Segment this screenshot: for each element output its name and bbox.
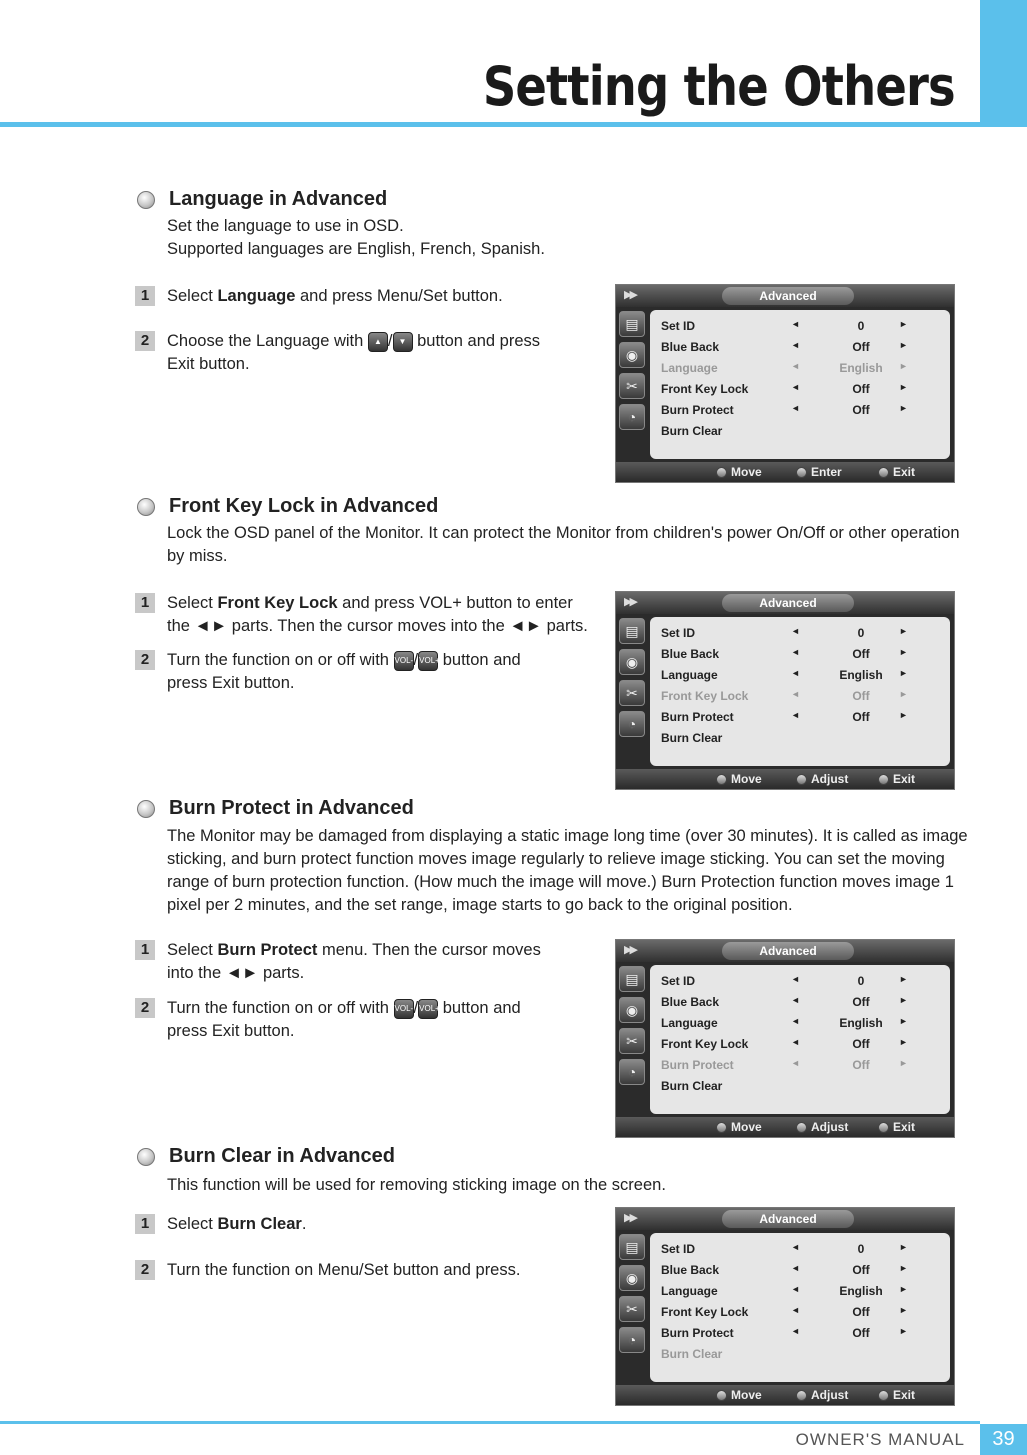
osd-footer-item: Adjust bbox=[796, 772, 848, 786]
osd-row-value: Off bbox=[852, 382, 870, 396]
right-arrow-icon: ► bbox=[899, 1305, 908, 1315]
double-arrow-icon: ▶▶ bbox=[624, 596, 635, 608]
left-arrow-icon: ◄ bbox=[791, 1016, 800, 1026]
osd-row-label: Burn Clear bbox=[661, 1079, 723, 1093]
osd-row-value: Off bbox=[852, 1058, 870, 1072]
osd-row-value: Off bbox=[852, 1263, 870, 1277]
enter-icon bbox=[796, 774, 807, 785]
footer-label: OWNER'S MANUAL bbox=[795, 1430, 965, 1449]
osd-footer-item: Exit bbox=[878, 772, 915, 786]
step-1 bbox=[135, 940, 541, 985]
osd-title: Advanced bbox=[722, 942, 854, 960]
advanced-tab-icon: ◔ bbox=[619, 711, 645, 737]
left-arrow-icon: ◄ bbox=[791, 710, 800, 720]
page-number: 39 bbox=[980, 1424, 1027, 1455]
osd-footer-item: Exit bbox=[878, 465, 915, 479]
osd-row-label: Burn Clear bbox=[661, 424, 723, 438]
vol-minus-button-icon: VOL- bbox=[394, 651, 414, 671]
step-1 bbox=[135, 1214, 306, 1236]
bullet-icon bbox=[137, 498, 155, 516]
osd-row-value: Off bbox=[852, 710, 870, 724]
section-description: The Monitor may be damaged from displaying a static image long time (over 30 minutes). It is called as image sticking, and burn protect function moves image regularly to relieve image sticking. You can set the moving range of burn protection function. (How much the image will move.) Burn Protection function moves image 1 pixel per 2 minutes, and the set range, image starts to go back to the original position. bbox=[167, 827, 968, 914]
section-description: Set the language to use in OSD. Supported languages are English, French, Spanish. bbox=[167, 217, 545, 258]
osd-row bbox=[661, 665, 943, 685]
osd-row-value: Off bbox=[852, 403, 870, 417]
osd-row-label: Set ID bbox=[661, 1242, 696, 1256]
bullet-icon bbox=[137, 800, 155, 818]
step-text: Select Language and press Menu/Set button. bbox=[167, 287, 503, 305]
section-burn-protect-heading bbox=[137, 797, 414, 820]
osd-footer-item: Enter bbox=[796, 465, 842, 479]
right-arrow-icon: ► bbox=[899, 710, 908, 720]
osd-footer-item: Move bbox=[716, 1388, 762, 1402]
osd-row-value: Off bbox=[852, 689, 870, 703]
osd-footer-item: Exit bbox=[878, 1388, 915, 1402]
move-icon bbox=[716, 467, 727, 478]
double-arrow-icon: ▶▶ bbox=[624, 944, 635, 956]
left-arrow-icon: ◄ bbox=[791, 382, 800, 392]
move-icon bbox=[716, 1390, 727, 1401]
osd-row bbox=[661, 1323, 943, 1343]
right-arrow-icon: ► bbox=[899, 626, 908, 636]
osd-row bbox=[661, 1281, 943, 1301]
osd-row bbox=[661, 1076, 943, 1096]
setup-tab-icon: ✂ bbox=[619, 1296, 645, 1322]
osd-row-label: Blue Back bbox=[661, 647, 720, 661]
osd-row bbox=[661, 728, 943, 748]
left-arrow-icon: ◄ bbox=[791, 319, 800, 329]
exit-icon bbox=[878, 774, 889, 785]
sound-tab-icon: ◉ bbox=[619, 342, 645, 368]
osd-row-label: Set ID bbox=[661, 974, 696, 988]
left-arrow-icon: ◄ bbox=[791, 1242, 800, 1252]
osd-row bbox=[661, 358, 943, 378]
osd-row-label: Set ID bbox=[661, 319, 696, 333]
step-number: 2 bbox=[135, 650, 155, 670]
left-arrow-icon: ◄ bbox=[791, 668, 800, 678]
osd-footer-item: Move bbox=[716, 772, 762, 786]
osd-row bbox=[661, 1302, 943, 1322]
right-arrow-icon: ► bbox=[899, 1326, 908, 1336]
osd-row-label: Blue Back bbox=[661, 1263, 720, 1277]
osd-row-value: 0 bbox=[857, 626, 865, 640]
section-title: Front Key Lock in Advanced bbox=[169, 495, 439, 517]
step-text: Select Front Key Lock and press VOL+ button to enter the ◄► parts. Then the cursor moves into the ◄► parts. bbox=[167, 594, 588, 635]
osd-row-value: Off bbox=[852, 647, 870, 661]
osd-row-label: Language bbox=[661, 1284, 718, 1298]
step-number: 1 bbox=[135, 286, 155, 306]
sound-tab-icon: ◉ bbox=[619, 1265, 645, 1291]
section-title: Burn Clear in Advanced bbox=[169, 1145, 395, 1167]
enter-icon bbox=[796, 1122, 807, 1133]
osd-row bbox=[661, 971, 943, 991]
section-description: This function will be used for removing sticking image on the screen. bbox=[167, 1176, 666, 1194]
osd-row-label: Front Key Lock bbox=[661, 1037, 749, 1051]
step-number: 2 bbox=[135, 998, 155, 1018]
left-arrow-icon: ◄ bbox=[791, 647, 800, 657]
setup-tab-icon: ✂ bbox=[619, 680, 645, 706]
step-2 bbox=[135, 1260, 520, 1282]
exit-icon bbox=[878, 1390, 889, 1401]
section-burn-clear-heading bbox=[137, 1145, 395, 1168]
step-number: 1 bbox=[135, 1214, 155, 1234]
osd-row bbox=[661, 421, 943, 441]
double-arrow-icon: ▶▶ bbox=[624, 1212, 635, 1224]
osd-footer-item: Exit bbox=[878, 1120, 915, 1134]
osd-row-value: English bbox=[839, 1284, 883, 1298]
right-arrow-icon: ► bbox=[899, 340, 908, 350]
footer-rule bbox=[0, 1421, 980, 1424]
right-arrow-icon: ► bbox=[899, 647, 908, 657]
step-1 bbox=[135, 593, 588, 638]
step-2 bbox=[135, 998, 521, 1043]
sound-tab-icon: ◉ bbox=[619, 997, 645, 1023]
osd-footer-item: Adjust bbox=[796, 1388, 848, 1402]
enter-icon bbox=[796, 467, 807, 478]
osd-row-value: English bbox=[839, 361, 883, 375]
osd-row bbox=[661, 1260, 943, 1280]
osd-row-label: Language bbox=[661, 361, 718, 375]
step-text: Turn the function on or off with VOL-/VOL+ button and press Exit button. bbox=[167, 651, 521, 692]
right-arrow-icon: ► bbox=[899, 995, 908, 1005]
osd-row-value: 0 bbox=[857, 319, 865, 333]
osd-footer bbox=[616, 769, 954, 789]
left-arrow-icon: ◄ bbox=[791, 1037, 800, 1047]
exit-icon bbox=[878, 467, 889, 478]
left-arrow-icon: ◄ bbox=[791, 689, 800, 699]
step-text: Turn the function on or off with VOL-/VOL+ button and press Exit button. bbox=[167, 999, 521, 1040]
left-arrow-icon: ◄ bbox=[791, 1284, 800, 1294]
osd-row-label: Blue Back bbox=[661, 995, 720, 1009]
osd-row bbox=[661, 1055, 943, 1075]
move-icon bbox=[716, 774, 727, 785]
enter-icon bbox=[796, 1390, 807, 1401]
osd-panel bbox=[650, 617, 950, 766]
step-2 bbox=[135, 650, 521, 695]
step-text: Select Burn Protect menu. Then the cursor moves into the ◄► parts. bbox=[167, 941, 541, 982]
osd-title-bar bbox=[616, 592, 954, 614]
osd-row bbox=[661, 316, 943, 336]
left-arrow-icon: ◄ bbox=[791, 1058, 800, 1068]
right-arrow-icon: ► bbox=[899, 1242, 908, 1252]
left-arrow-icon: ◄ bbox=[791, 403, 800, 413]
section-title: Burn Protect in Advanced bbox=[169, 797, 414, 819]
page-title: Setting the Others bbox=[483, 55, 955, 118]
osd-menu-advanced bbox=[615, 939, 955, 1138]
section-description: Lock the OSD panel of the Monitor. It can protect the Monitor from children's power On/Off or other operation by miss. bbox=[167, 524, 960, 565]
osd-row-label: Front Key Lock bbox=[661, 382, 749, 396]
osd-row-label: Burn Protect bbox=[661, 403, 734, 417]
advanced-tab-icon: ◔ bbox=[619, 1059, 645, 1085]
step-number: 1 bbox=[135, 940, 155, 960]
picture-tab-icon: ▤ bbox=[619, 966, 645, 992]
left-arrow-icon: ◄ bbox=[791, 361, 800, 371]
osd-row-value: 0 bbox=[857, 974, 865, 988]
osd-title: Advanced bbox=[722, 287, 854, 305]
osd-row-value: Off bbox=[852, 995, 870, 1009]
right-arrow-icon: ► bbox=[899, 1037, 908, 1047]
bullet-icon bbox=[137, 1148, 155, 1166]
right-arrow-icon: ► bbox=[899, 1284, 908, 1294]
advanced-tab-icon: ◔ bbox=[619, 404, 645, 430]
left-arrow-icon: ◄ bbox=[791, 340, 800, 350]
osd-menu-advanced bbox=[615, 1207, 955, 1406]
vol-plus-button-icon: VOL+ bbox=[418, 651, 438, 671]
header-rule bbox=[0, 122, 980, 127]
left-arrow-icon: ◄ bbox=[791, 1305, 800, 1315]
exit-icon bbox=[878, 1122, 889, 1133]
osd-row bbox=[661, 400, 943, 420]
osd-row-label: Burn Protect bbox=[661, 1058, 734, 1072]
right-arrow-icon: ► bbox=[899, 974, 908, 984]
header-tab bbox=[980, 0, 1027, 127]
right-arrow-icon: ► bbox=[899, 668, 908, 678]
osd-row-label: Language bbox=[661, 668, 718, 682]
right-arrow-icon: ► bbox=[899, 1263, 908, 1273]
right-arrow-icon: ► bbox=[899, 382, 908, 392]
step-text: Choose the Language with ▲ / ▼ button and press Exit button. bbox=[167, 332, 541, 373]
osd-menu-advanced bbox=[615, 591, 955, 790]
step-text: Select Burn Clear. bbox=[167, 1215, 307, 1233]
section-title: Language in Advanced bbox=[169, 188, 388, 210]
section-front-key-lock-heading bbox=[137, 495, 438, 518]
osd-row bbox=[661, 644, 943, 664]
picture-tab-icon: ▤ bbox=[619, 618, 645, 644]
down-button-icon: ▼ bbox=[393, 332, 413, 352]
osd-title: Advanced bbox=[722, 1210, 854, 1228]
advanced-tab-icon: ◔ bbox=[619, 1327, 645, 1353]
osd-row bbox=[661, 707, 943, 727]
osd-footer bbox=[616, 462, 954, 482]
osd-row bbox=[661, 623, 943, 643]
osd-row bbox=[661, 1013, 943, 1033]
step-number: 1 bbox=[135, 593, 155, 613]
left-arrow-icon: ◄ bbox=[791, 1326, 800, 1336]
osd-footer-item: Move bbox=[716, 465, 762, 479]
osd-row bbox=[661, 337, 943, 357]
osd-title: Advanced bbox=[722, 594, 854, 612]
osd-title-bar bbox=[616, 285, 954, 307]
osd-menu-advanced bbox=[615, 284, 955, 483]
left-arrow-icon: ◄ bbox=[791, 995, 800, 1005]
osd-footer bbox=[616, 1385, 954, 1405]
osd-panel bbox=[650, 1233, 950, 1382]
osd-row-label: Burn Protect bbox=[661, 710, 734, 724]
right-arrow-icon: ► bbox=[899, 319, 908, 329]
osd-row-label: Front Key Lock bbox=[661, 689, 749, 703]
bullet-icon bbox=[137, 191, 155, 209]
right-arrow-icon: ► bbox=[899, 403, 908, 413]
left-arrow-icon: ◄ bbox=[791, 626, 800, 636]
picture-tab-icon: ▤ bbox=[619, 1234, 645, 1260]
osd-footer bbox=[616, 1117, 954, 1137]
osd-row bbox=[661, 379, 943, 399]
osd-footer-item: Adjust bbox=[796, 1120, 848, 1134]
vol-minus-button-icon: VOL- bbox=[394, 999, 414, 1019]
osd-row-value: Off bbox=[852, 1037, 870, 1051]
osd-row-label: Language bbox=[661, 1016, 718, 1030]
osd-row-value: Off bbox=[852, 1326, 870, 1340]
osd-row bbox=[661, 686, 943, 706]
setup-tab-icon: ✂ bbox=[619, 1028, 645, 1054]
right-arrow-icon: ► bbox=[899, 1058, 908, 1068]
setup-tab-icon: ✂ bbox=[619, 373, 645, 399]
osd-panel bbox=[650, 965, 950, 1114]
picture-tab-icon: ▤ bbox=[619, 311, 645, 337]
osd-row-label: Blue Back bbox=[661, 340, 720, 354]
osd-row-value: English bbox=[839, 668, 883, 682]
osd-row-value: English bbox=[839, 1016, 883, 1030]
up-button-icon: ▲ bbox=[368, 332, 388, 352]
step-number: 2 bbox=[135, 331, 155, 351]
osd-row-label: Set ID bbox=[661, 626, 696, 640]
osd-row-label: Burn Protect bbox=[661, 1326, 734, 1340]
sound-tab-icon: ◉ bbox=[619, 649, 645, 675]
step-number: 2 bbox=[135, 1260, 155, 1280]
osd-row bbox=[661, 1034, 943, 1054]
osd-row-label: Burn Clear bbox=[661, 1347, 723, 1361]
osd-title-bar bbox=[616, 1208, 954, 1230]
osd-row-label: Front Key Lock bbox=[661, 1305, 749, 1319]
left-arrow-icon: ◄ bbox=[791, 974, 800, 984]
double-arrow-icon: ▶▶ bbox=[624, 289, 635, 301]
osd-footer-item: Move bbox=[716, 1120, 762, 1134]
step-2 bbox=[135, 331, 540, 376]
step-text: Turn the function on Menu/Set button and press. bbox=[167, 1261, 521, 1279]
osd-title-bar bbox=[616, 940, 954, 962]
section-language-heading bbox=[137, 188, 387, 211]
right-arrow-icon: ► bbox=[899, 1016, 908, 1026]
osd-panel bbox=[650, 310, 950, 459]
right-arrow-icon: ► bbox=[899, 689, 908, 699]
osd-row-value: Off bbox=[852, 1305, 870, 1319]
osd-row-value: Off bbox=[852, 340, 870, 354]
vol-plus-button-icon: VOL+ bbox=[418, 999, 438, 1019]
osd-row bbox=[661, 1344, 943, 1364]
osd-row bbox=[661, 1239, 943, 1259]
left-arrow-icon: ◄ bbox=[791, 1263, 800, 1273]
step-1 bbox=[135, 286, 503, 308]
osd-row-value: 0 bbox=[857, 1242, 865, 1256]
osd-row-label: Burn Clear bbox=[661, 731, 723, 745]
move-icon bbox=[716, 1122, 727, 1133]
right-arrow-icon: ► bbox=[899, 361, 908, 371]
osd-row bbox=[661, 992, 943, 1012]
